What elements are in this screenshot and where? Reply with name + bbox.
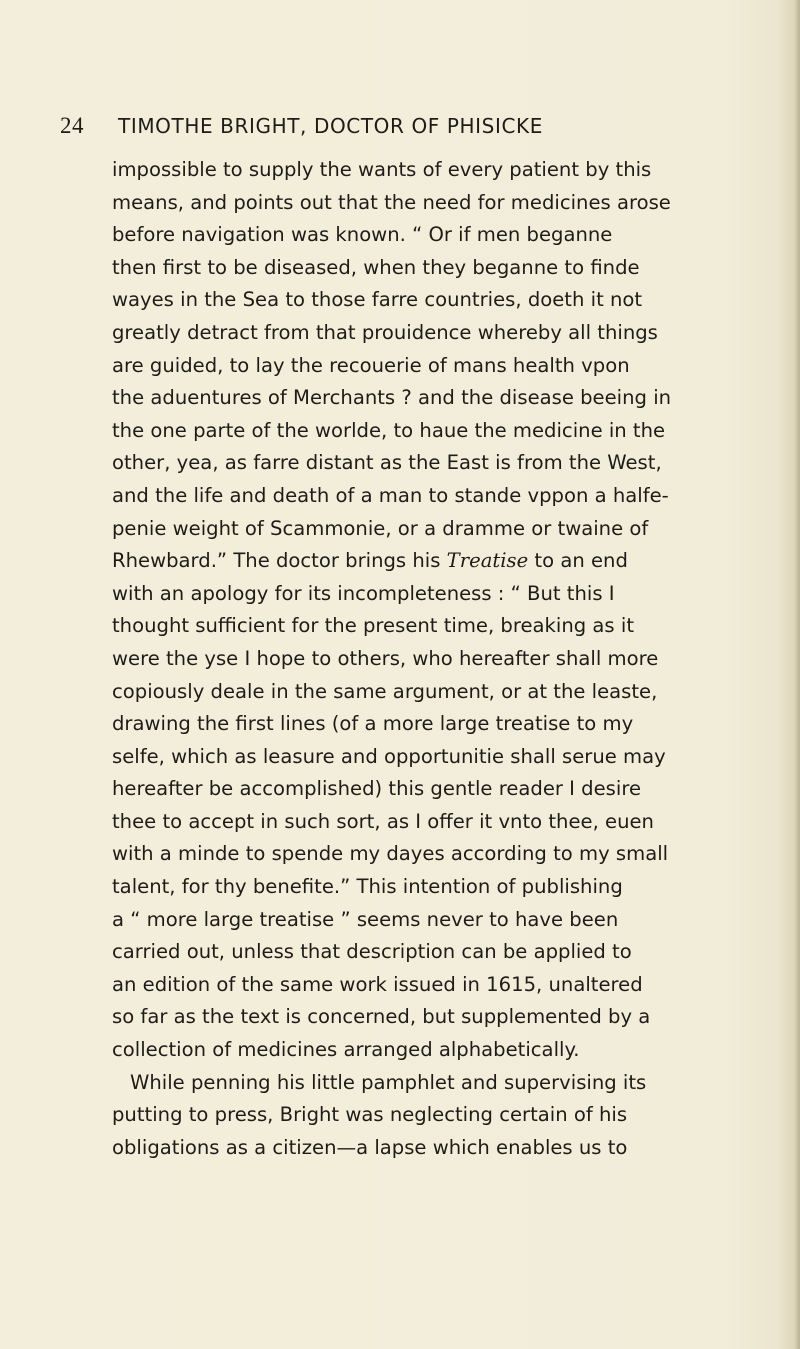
text-line: selfe, which as leasure and opportunitie shall serue may <box>112 744 666 768</box>
text-line-with-italic <box>112 545 772 578</box>
text-line: thought sufficient for the present time, breaking as it <box>112 614 634 638</box>
text-line: greatly detract from that prouidence whereby all things <box>112 320 658 344</box>
page-header <box>60 113 760 143</box>
text-line: hereafter be accomplished) this gentle reader I desire <box>112 777 641 801</box>
page-edge-shadow <box>794 0 800 1349</box>
text-line: other, yea, as farre distant as the East is from the West, <box>112 451 662 475</box>
page-number: 24 <box>60 113 84 138</box>
text-line: then first to be diseased, when they beganne to finde <box>112 255 640 279</box>
text-line: an edition of the same work issued in 1615, unaltered <box>112 972 643 996</box>
text-line: collection of medicines arranged alphabetically. <box>112 1038 580 1062</box>
running-head: TIMOTHE BRIGHT, DOCTOR OF PHISICKE <box>118 114 543 138</box>
text-line: impossible to supply the wants of every patient by this <box>112 158 652 181</box>
text-line: with an apology for its incompleteness : “ But this I <box>112 581 615 605</box>
text-line: thee to accept in such sort, as I offer it vnto thee, euen <box>112 809 654 833</box>
text-line: wayes in the Sea to those farre countries, doeth it not <box>112 288 643 312</box>
text-line: before navigation was known. “ Or if men beganne <box>112 223 613 247</box>
text-segment: to an end <box>528 549 628 573</box>
text-line: obligations as a citizen—a lapse which enables us to <box>112 1135 628 1159</box>
italic-title-word: Treatise <box>446 549 529 573</box>
text-line: a “ more large treatise ” seems never to have been <box>112 907 619 931</box>
text-line: so far as the text is concerned, but supplemented by a <box>112 1005 651 1029</box>
text-line: talent, for thy benefite.” This intention of publishing <box>112 875 623 899</box>
text-line: carried out, unless that description can be applied to <box>112 940 632 964</box>
text-line: are guided, to lay the recouerie of mans health vpon <box>112 353 630 377</box>
text-line: means, and points out that the need for medicines arose <box>112 190 671 214</box>
text-line: with a minde to spende my dayes according to my small <box>112 842 669 866</box>
body-text <box>112 154 772 1164</box>
text-line: the one parte of the worlde, to haue the medicine in the <box>112 418 666 442</box>
paragraph-start-line: While penning his little pamphlet and supervising its <box>130 1070 647 1094</box>
text-line: and the life and death of a man to stande vppon a halfe- <box>112 483 669 507</box>
text-segment: Rhewbard.” The doctor brings his <box>112 549 447 573</box>
text-line: drawing the first lines (of a more large treatise to my <box>112 712 634 736</box>
text-line: were the yse I hope to others, who hereafter shall more <box>112 646 659 670</box>
text-line: putting to press, Bright was neglecting certain of his <box>112 1103 628 1127</box>
text-line: the aduentures of Merchants ? and the disease beeing in <box>112 386 672 410</box>
text-line: copiously deale in the same argument, or at the leaste, <box>112 679 658 703</box>
text-line: penie weight of Scammonie, or a dramme or twaine of <box>112 516 649 540</box>
